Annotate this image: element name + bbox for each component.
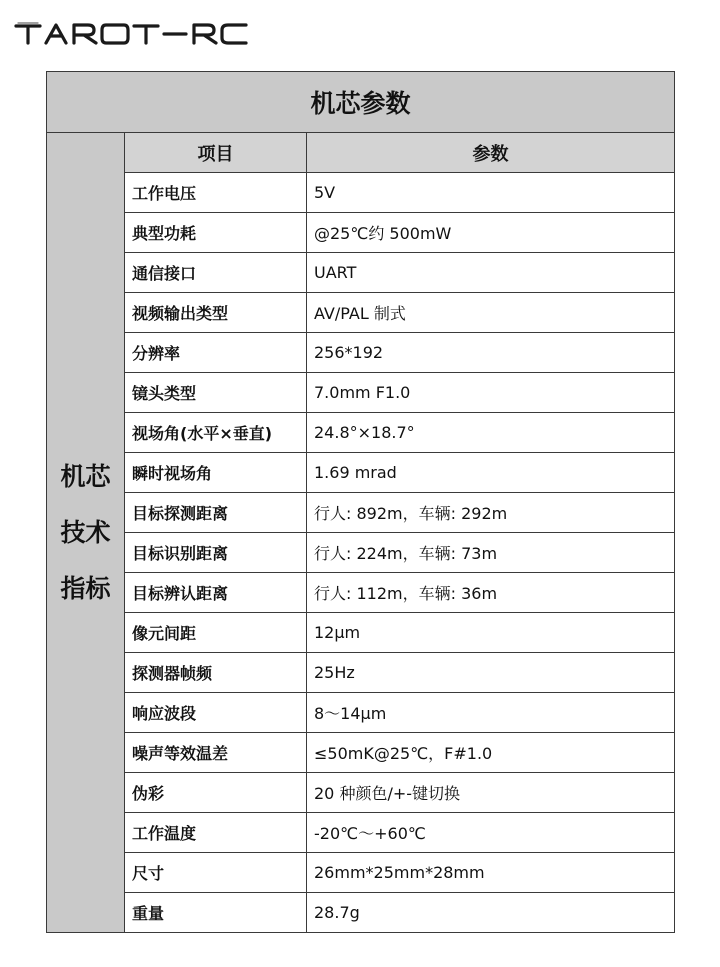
spec-item-name: 通信接口 [125, 253, 307, 293]
spec-item-value: 12μm [307, 613, 675, 653]
table-row [47, 173, 675, 213]
table-row [47, 493, 675, 533]
tarot-rc-logo [14, 20, 266, 48]
spec-item-value: 5V [307, 173, 675, 213]
spec-item-name: 分辨率 [125, 333, 307, 373]
table-row [47, 413, 675, 453]
spec-item-value: 1.69 mrad [307, 453, 675, 493]
spec-item-name: 目标辨认距离 [125, 573, 307, 613]
spec-item-value: 行人: 892m，车辆: 292m [307, 493, 675, 533]
table-row [47, 573, 675, 613]
spec-item-name: 瞬时视场角 [125, 453, 307, 493]
spec-item-name: 典型功耗 [125, 213, 307, 253]
spec-item-name: 尺寸 [125, 853, 307, 893]
side-label [47, 133, 125, 933]
table-row [47, 253, 675, 293]
table-row [47, 533, 675, 573]
spec-item-name: 探测器帧频 [125, 653, 307, 693]
side-label-line: 机芯 [60, 461, 111, 491]
table-row [47, 333, 675, 373]
spec-item-name: 重量 [125, 893, 307, 933]
spec-item-value: -20℃～+60℃ [307, 813, 675, 853]
table-row [47, 733, 675, 773]
column-header-item: 项目 [125, 133, 307, 173]
spec-table [46, 71, 675, 933]
spec-item-name: 伪彩 [125, 773, 307, 813]
table-row [47, 373, 675, 413]
column-header-value: 参数 [307, 133, 675, 173]
table-row [47, 293, 675, 333]
spec-item-value: 256*192 [307, 333, 675, 373]
spec-item-name: 目标探测距离 [125, 493, 307, 533]
spec-item-name: 视场角(水平×垂直) [125, 413, 307, 453]
table-row [47, 613, 675, 653]
spec-item-value: AV/PAL 制式 [307, 293, 675, 333]
spec-item-value: 24.8°×18.7° [307, 413, 675, 453]
spec-item-value: 行人: 112m，车辆: 36m [307, 573, 675, 613]
spec-item-value: 28.7g [307, 893, 675, 933]
spec-item-name: 像元间距 [125, 613, 307, 653]
table-title: 机芯参数 [47, 72, 675, 133]
spec-item-value: 26mm*25mm*28mm [307, 853, 675, 893]
spec-item-value: @25℃约 500mW [307, 213, 675, 253]
table-row [47, 893, 675, 933]
side-label-line: 技术 [60, 517, 111, 547]
side-label-line: 指标 [60, 573, 111, 603]
table-row [47, 653, 675, 693]
table-row [47, 813, 675, 853]
logo-wordmark-graphic [14, 20, 266, 48]
spec-item-name: 工作温度 [125, 813, 307, 853]
table-row [47, 773, 675, 813]
spec-item-name: 响应波段 [125, 693, 307, 733]
table-row [47, 693, 675, 733]
table-row [47, 453, 675, 493]
spec-item-value: ≤50mK@25℃，F#1.0 [307, 733, 675, 773]
table-row [47, 213, 675, 253]
spec-item-value: 20 种颜色/+-键切换 [307, 773, 675, 813]
spec-item-value: 行人: 224m，车辆: 73m [307, 533, 675, 573]
spec-item-name: 视频输出类型 [125, 293, 307, 333]
spec-item-value: 7.0mm F1.0 [307, 373, 675, 413]
table-row [47, 853, 675, 893]
spec-item-value: UART [307, 253, 675, 293]
spec-item-name: 镜头类型 [125, 373, 307, 413]
spec-item-value: 8～14μm [307, 693, 675, 733]
spec-item-value: 25Hz [307, 653, 675, 693]
spec-item-name: 噪声等效温差 [125, 733, 307, 773]
spec-item-name: 工作电压 [125, 173, 307, 213]
spec-item-name: 目标识别距离 [125, 533, 307, 573]
